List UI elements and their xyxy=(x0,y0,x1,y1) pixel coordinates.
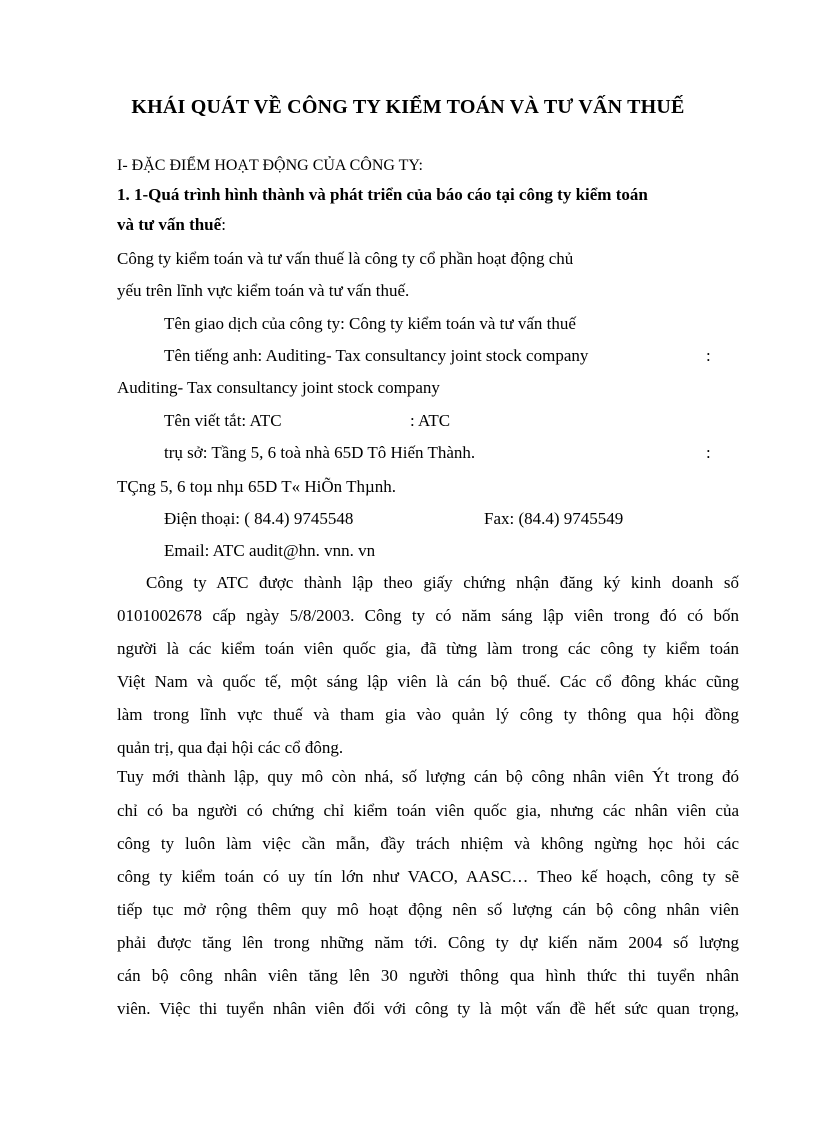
email: Email: ATC audit@hn. vnn. vn xyxy=(164,541,376,560)
para1-line: Công ty ATC được thành lập theo giấy chứng nhận đăng ký kinh doanh số xyxy=(146,573,739,592)
intro-line-1: Công ty kiểm toán và tư vấn thuế là công ty cổ phần hoạt động chủ xyxy=(117,249,574,268)
english-name-colon: : xyxy=(706,346,711,365)
para2-line: công ty kiểm toán có uy tín lớn như VACO, AASC… Theo kế hoạch, công ty sẽ xyxy=(117,867,739,886)
sub-heading-line2-bold: và tư vấn thuế xyxy=(117,215,222,234)
headquarters-garbled: TÇng 5, 6 toµ nhµ 65D T« HiÕn Thµnh. xyxy=(117,477,397,496)
para1-line: 0101002678 cấp ngày 5/8/2003. Công ty có năm sáng lập viên trong đó có bốn xyxy=(117,606,739,625)
english-name: Tên tiếng anh: Auditing- Tax consultancy joint stock company xyxy=(164,346,589,365)
para2-line: phải được tăng lên trong những năm tới. Công ty dự kiến năm 2004 số lượng xyxy=(117,933,739,952)
sub-heading-line2 xyxy=(117,214,226,236)
para2-line: công ty luôn làm việc cần mẫn, đầy trách nhiệm và không ngừng học hỏi các xyxy=(117,834,739,853)
para1-line: làm trong lĩnh vực thuế và tham gia vào quản lý công ty thông qua hội đồng xyxy=(117,705,739,724)
section-heading: I- ĐẶC ĐIỂM HOẠT ĐỘNG CỦA CÔNG TY: xyxy=(117,157,423,174)
sub-heading-line2-tail: : xyxy=(221,215,226,234)
headquarters: trụ sở: Tầng 5, 6 toà nhà 65D Tô Hiến Thành. xyxy=(164,443,476,462)
intro-line-2: yếu trên lĩnh vực kiểm toán và tư vấn thuế. xyxy=(117,281,410,300)
sub-heading-line1: 1. 1-Quá trình hình thành và phát triển của báo cáo tại công ty kiểm toán xyxy=(117,185,648,204)
phone: Điện thoại: ( 84.4) 9745548 xyxy=(164,509,354,528)
para2-line: tiếp tục mở rộng thêm quy mô hoạt động nên số lượng cán bộ công nhân viên xyxy=(117,900,739,919)
para1-line: người là các kiểm toán viên quốc gia, đã từng làm trong các công ty kiểm toán xyxy=(117,639,739,658)
trade-name: Tên giao dịch của công ty: Công ty kiểm toán và tư vấn thuế xyxy=(164,314,576,333)
document-title: KHÁI QUÁT VỀ CÔNG TY KIỂM TOÁN VÀ TƯ VẤN THUẾ xyxy=(131,96,685,118)
para1-line: Việt Nam và quốc tế, một sáng lập viên là cán bộ thuế. Các cổ đông khác cũng xyxy=(117,672,739,691)
abbreviation-duplicate: : ATC xyxy=(410,411,451,430)
english-name-duplicate: Auditing- Tax consultancy joint stock company xyxy=(117,378,440,397)
para2-line: cán bộ công nhân viên tăng lên 30 người thông qua hình thức thi tuyển nhân xyxy=(117,966,739,985)
abbreviation: Tên viết tắt: ATC xyxy=(164,411,282,430)
para2-line: viên. Việc thi tuyển nhân viên đối với công ty là một vấn đề hết sức quan trọng, xyxy=(117,999,739,1018)
para1-line: quản trị, qua đại hội các cổ đông. xyxy=(117,738,344,757)
headquarters-colon: : xyxy=(706,443,711,462)
para2-line: Tuy mới thành lập, quy mô còn nhá, số lượng cán bộ công nhân viên Ýt trong đó xyxy=(117,767,739,786)
para2-line: chỉ có ba người có chứng chỉ kiểm toán viên quốc gia, nhưng các nhân viên của xyxy=(117,801,739,820)
fax: Fax: (84.4) 9745549 xyxy=(484,509,624,528)
